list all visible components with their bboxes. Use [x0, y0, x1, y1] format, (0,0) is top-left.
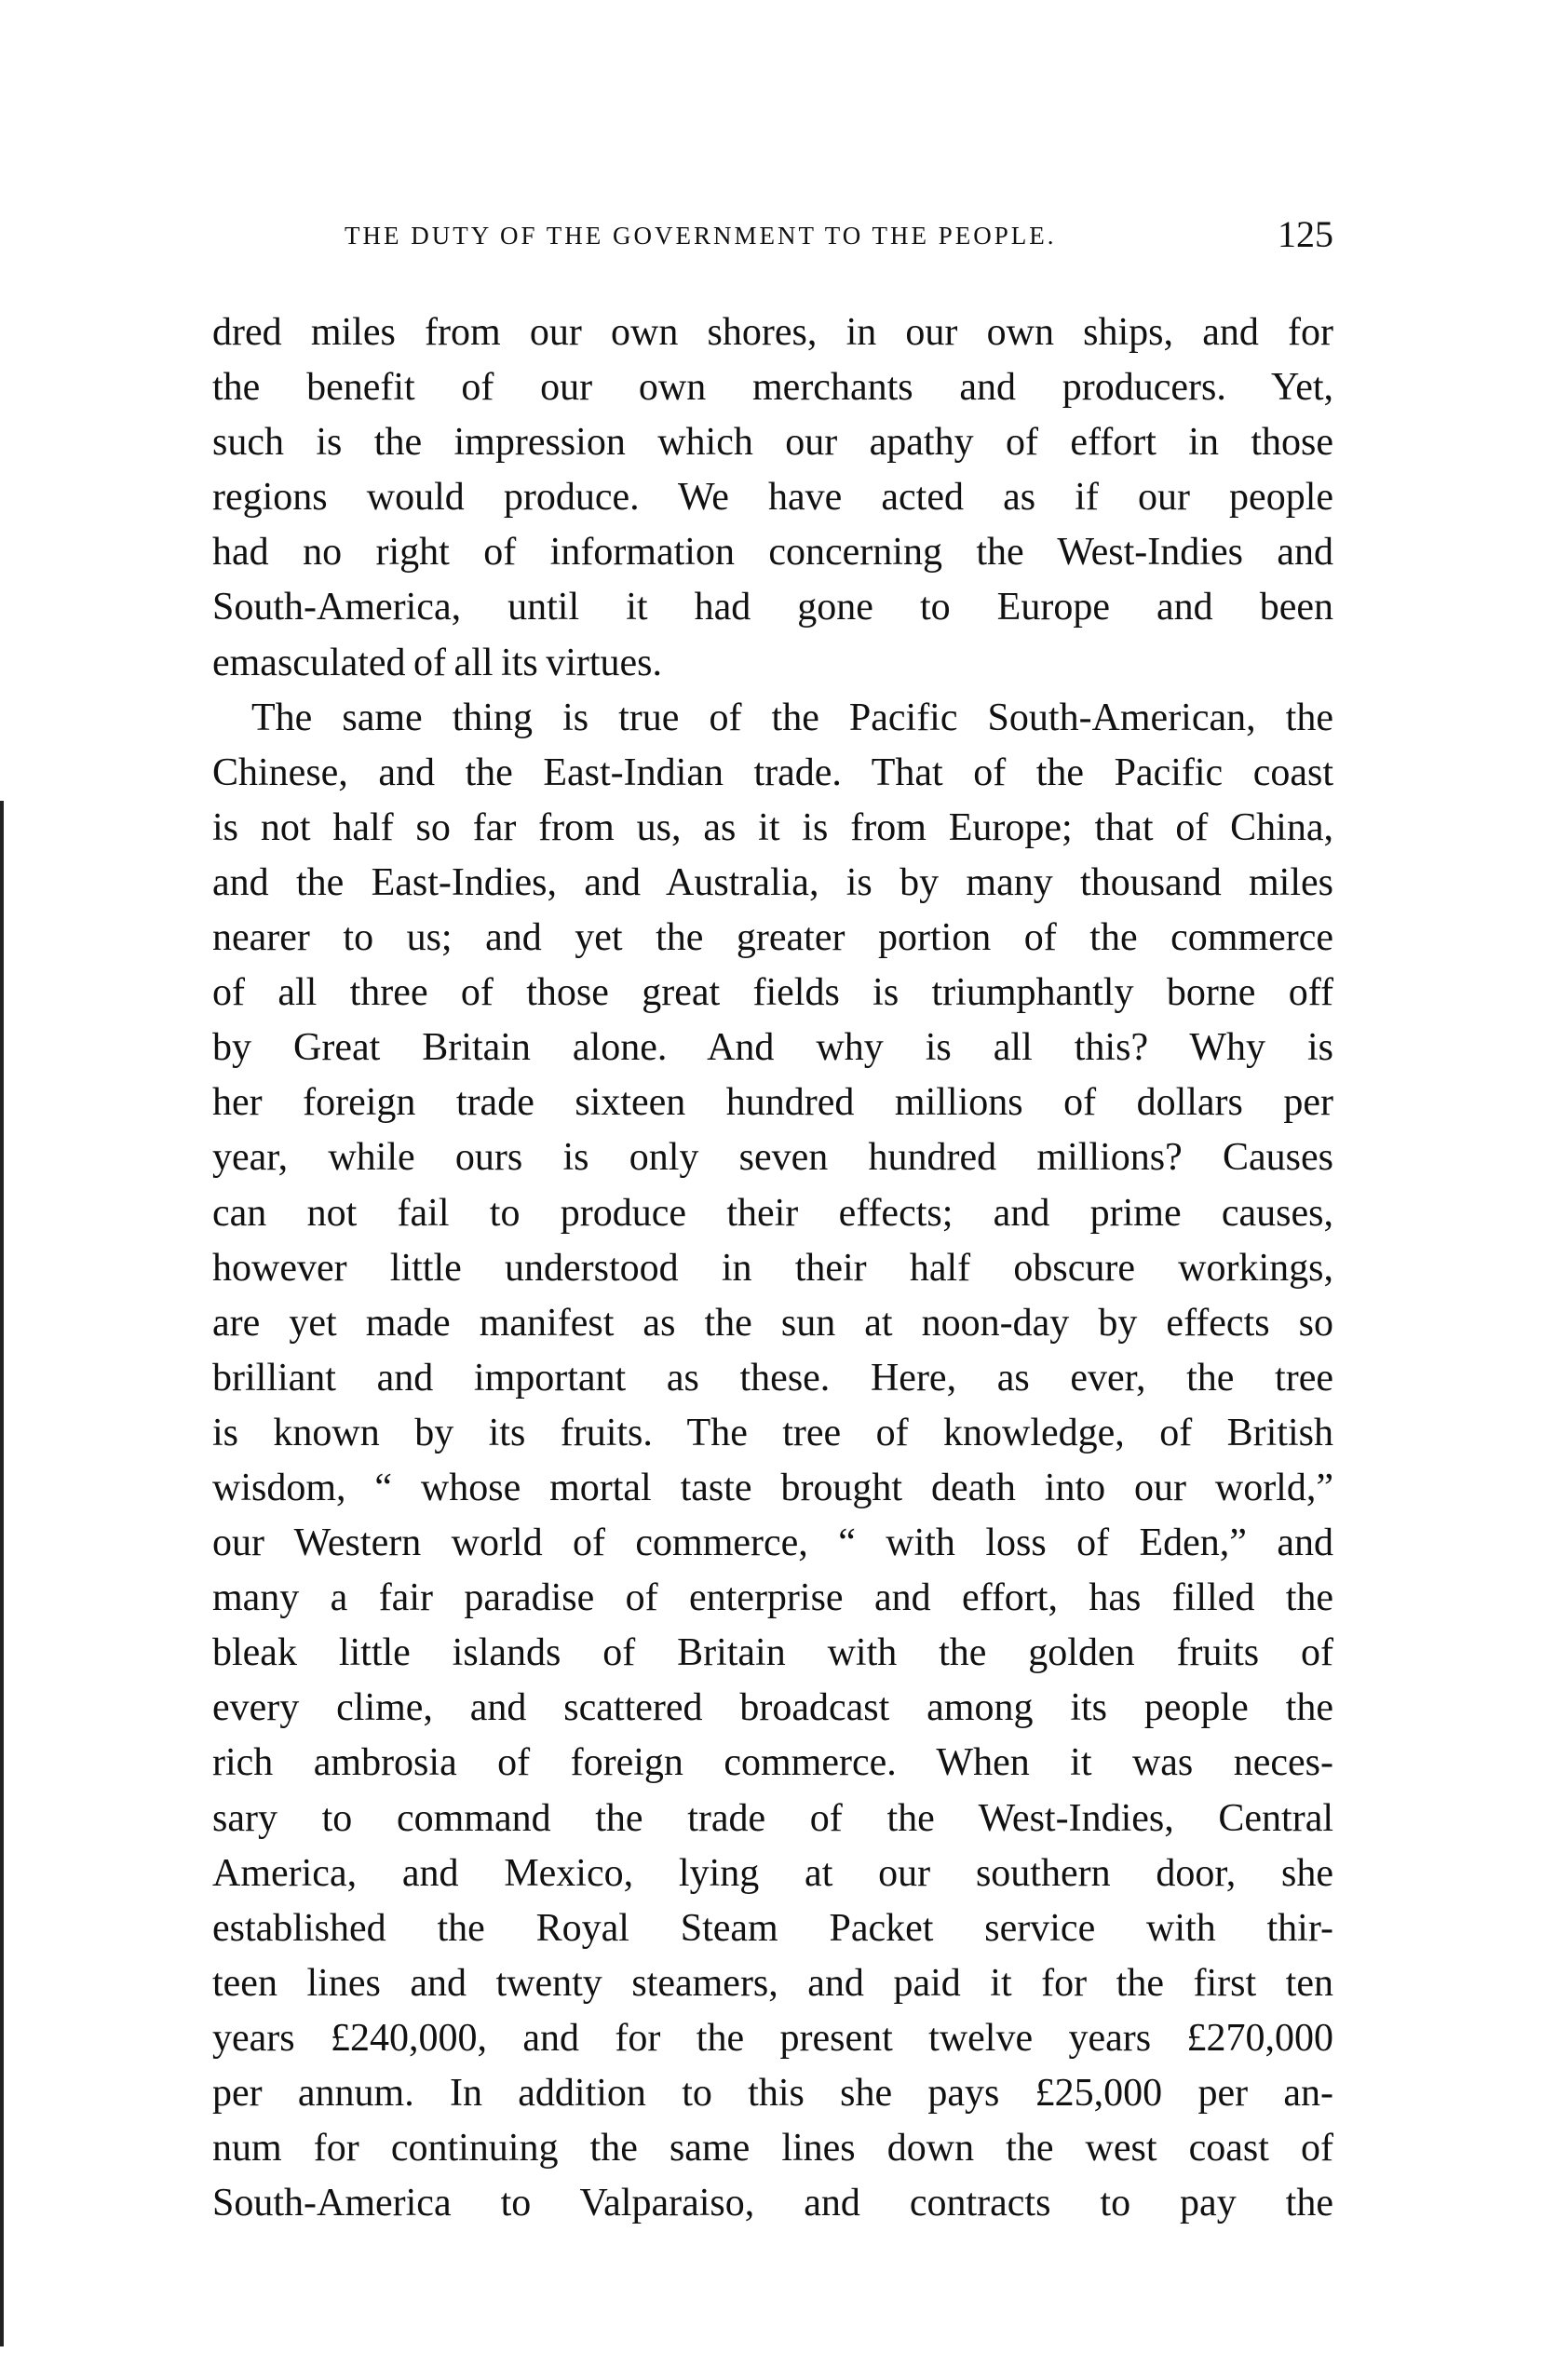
text-line: South-America, until it had gone to Europe and been [212, 586, 1333, 629]
text-line: sary to command the trade of the West-Indies, Central [212, 1796, 1333, 1840]
text-line: is not half so far from us, as it is from Europe; that of China, [212, 805, 1333, 849]
running-title: THE DUTY OF THE GOVERNMENT TO THE PEOPLE. [345, 222, 1057, 250]
text-line: dred miles from our own shores, in our own ships, and for [212, 311, 1333, 354]
text-line: such is the impression which our apathy of effort in those [212, 421, 1333, 465]
text-line: year, while ours is only seven hundred millions? Causes [212, 1136, 1333, 1180]
text-line: had no right of information concerning the West-Indies and [212, 531, 1333, 575]
text-line: America, and Mexico, lying at our southern door, she [212, 1851, 1333, 1895]
text-line: are yet made manifest as the sun at noon-day by effects so [212, 1301, 1333, 1345]
text-line: however little understood in their half obscure workings, [212, 1246, 1333, 1290]
text-line: can not fail to produce their effects; and prime causes, [212, 1191, 1333, 1235]
text-line: is known by its fruits. The tree of knowledge, of British [212, 1411, 1333, 1454]
scan-edge [0, 801, 4, 2346]
page-header [345, 212, 1333, 259]
text-line: regions would produce. We have acted as if our people [212, 476, 1333, 520]
text-line: The same thing is true of the Pacific South-American, the [251, 696, 1333, 739]
text-line: nearer to us; and yet the greater portion of the commerce [212, 916, 1333, 960]
text-line: emasculated of all its virtues. [212, 641, 663, 684]
text-line: teen lines and twenty steamers, and paid it for the first ten [212, 1961, 1333, 2005]
text-line: num for continuing the same lines down the west coast of [212, 2127, 1333, 2170]
text-line: South-America to Valparaiso, and contracts to pay the [212, 2182, 1333, 2225]
page-number: 125 [1278, 213, 1333, 255]
text-line: Chinese, and the East-Indian trade. That of the Pacific coast [212, 751, 1333, 794]
text-line: and the East-Indies, and Australia, is by many thousand miles [212, 860, 1333, 904]
text-line: the benefit of our own merchants and producers. Yet, [212, 366, 1333, 410]
body-text [212, 305, 1333, 2231]
text-line: established the Royal Steam Packet service with thir- [212, 1906, 1333, 1950]
text-line: by Great Britain alone. And why is all this? Why is [212, 1026, 1333, 1070]
text-line: brilliant and important as these. Here, as ever, the tree [212, 1356, 1333, 1400]
text-line: wisdom, “ whose mortal taste brought death into our world,” [212, 1466, 1333, 1509]
text-line: every clime, and scattered broadcast among its people the [212, 1686, 1333, 1730]
text-line: years £240,000, and for the present twelve years £270,000 [212, 2016, 1333, 2060]
text-line: many a fair paradise of enterprise and effort, has filled the [212, 1576, 1333, 1620]
text-line: rich ambrosia of foreign commerce. When it was neces- [212, 1741, 1333, 1785]
text-line: of all three of those great fields is triumphantly borne off [212, 971, 1333, 1015]
text-line: our Western world of commerce, “ with loss of Eden,” and [212, 1521, 1333, 1565]
text-line: her foreign trade sixteen hundred millions of dollars per [212, 1081, 1333, 1125]
text-line: bleak little islands of Britain with the golden fruits of [212, 1631, 1333, 1675]
text-line: per annum. In addition to this she pays £25,000 per an- [212, 2072, 1333, 2115]
